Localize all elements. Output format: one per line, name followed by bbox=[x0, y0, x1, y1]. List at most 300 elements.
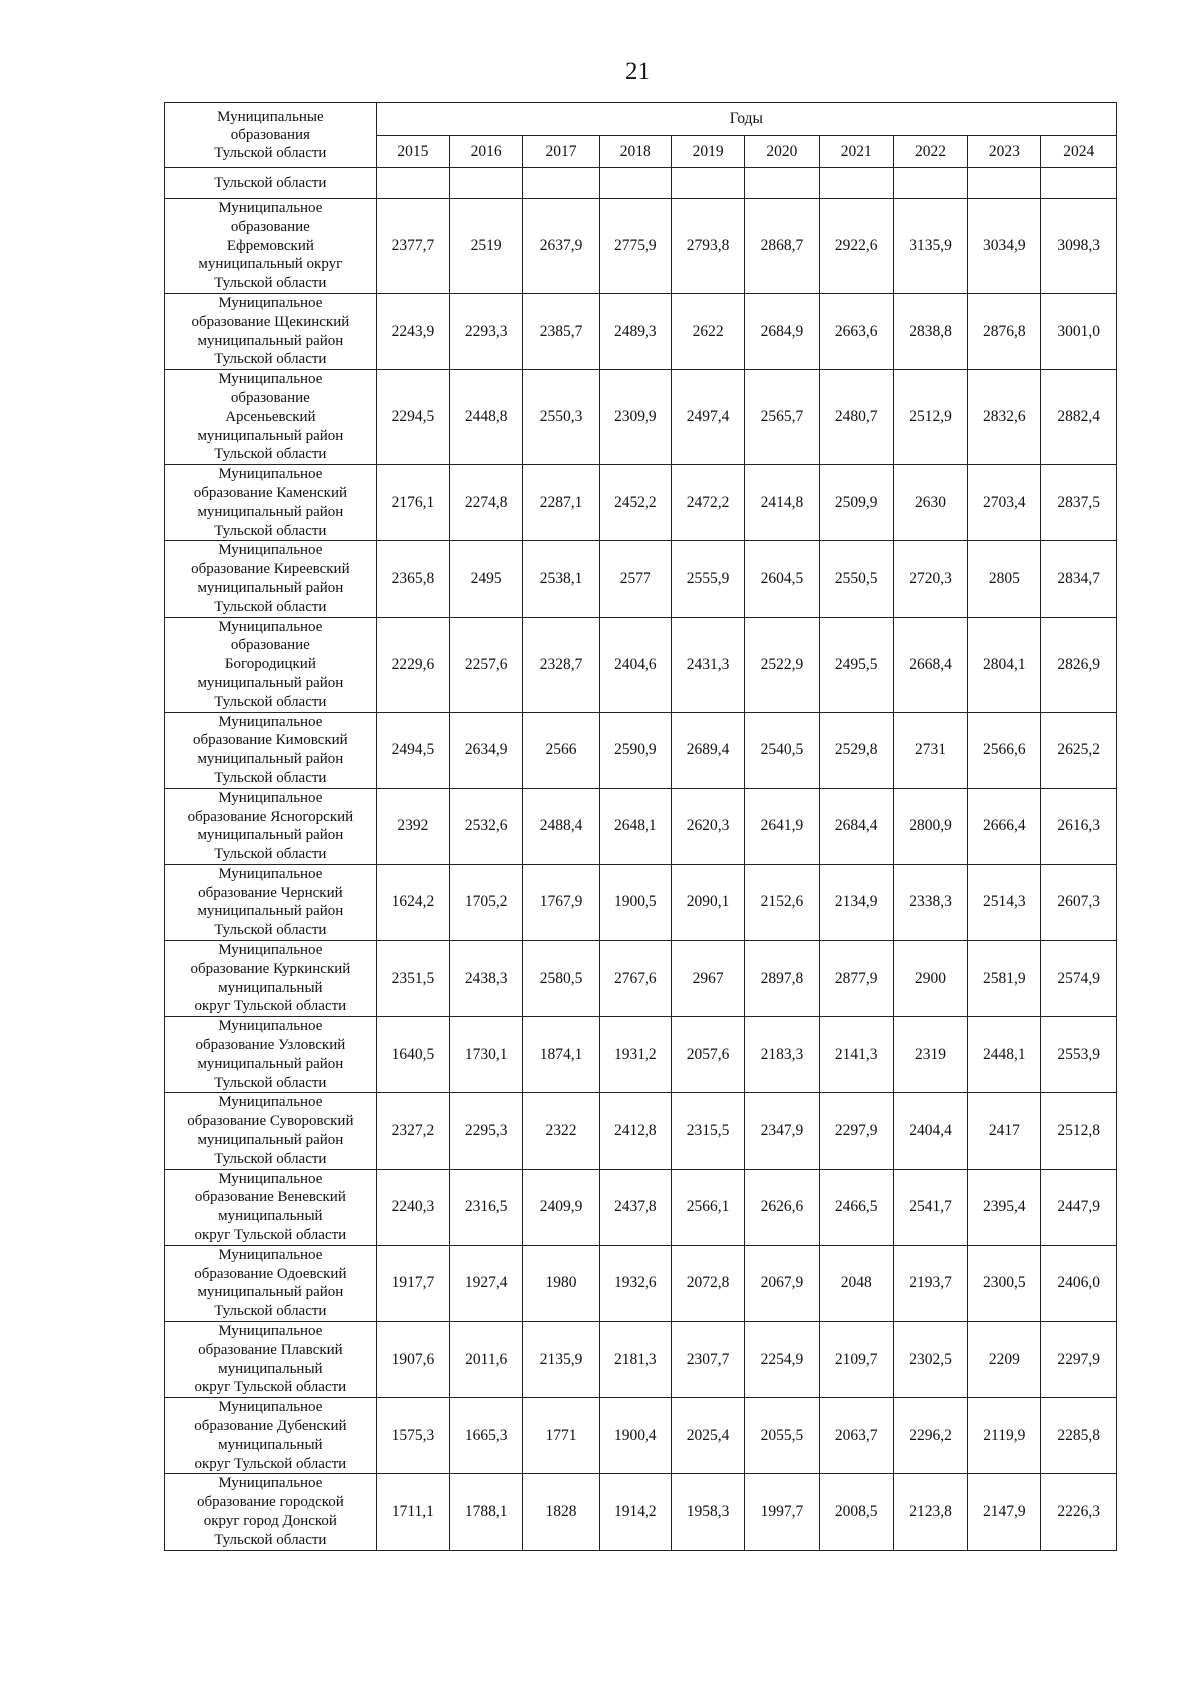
value-cell: 2414,8 bbox=[745, 465, 819, 541]
municipality-name-line: округ Тульской области bbox=[194, 1455, 347, 1472]
value-cell: 2489,3 bbox=[599, 293, 671, 369]
municipality-name-line: Муниципальное bbox=[218, 1170, 323, 1187]
municipality-name-line: Тульской области bbox=[214, 598, 327, 615]
value-cell: 1788,1 bbox=[450, 1474, 523, 1550]
value-cell: 1711,1 bbox=[376, 1474, 449, 1550]
municipality-name bbox=[165, 941, 377, 1017]
municipality-name bbox=[165, 1398, 377, 1474]
municipality-name-line: Муниципальное bbox=[218, 542, 323, 559]
year-header-cell: 2018 bbox=[599, 136, 671, 168]
municipality-name-line: Тульской области bbox=[214, 769, 327, 786]
value-cell: 2590,9 bbox=[599, 712, 671, 788]
table-row bbox=[165, 370, 1117, 465]
value-cell: 2294,5 bbox=[376, 370, 449, 465]
municipality-name-line: Муниципальное bbox=[218, 371, 323, 388]
year-header-cell: 2017 bbox=[523, 136, 599, 168]
municipality-name-line: образование Ясногорский bbox=[187, 808, 354, 825]
value-cell: 2634,9 bbox=[450, 712, 523, 788]
year-header-cell: 2019 bbox=[671, 136, 744, 168]
value-cell: 2565,7 bbox=[745, 370, 819, 465]
value-cell: 2452,2 bbox=[599, 465, 671, 541]
value-cell: 2090,1 bbox=[671, 864, 744, 940]
municipality-name-line: муниципальный bbox=[218, 1360, 323, 1377]
table-row bbox=[165, 1398, 1117, 1474]
value-cell: 2176,1 bbox=[376, 465, 449, 541]
value-cell: 2392 bbox=[376, 788, 449, 864]
data-table bbox=[164, 102, 1117, 1551]
value-cell: 2625,2 bbox=[1041, 712, 1117, 788]
value-cell: 1958,3 bbox=[671, 1474, 744, 1550]
municipality-name bbox=[165, 1169, 377, 1245]
municipality-name-line: Муниципальное bbox=[218, 713, 323, 730]
value-cell: 2495 bbox=[450, 541, 523, 617]
value-cell: 2319 bbox=[893, 1017, 967, 1093]
municipality-name-line: Тульской области bbox=[214, 1150, 327, 1167]
municipality-name-line: муниципальный bbox=[218, 1436, 323, 1453]
value-cell: 2838,8 bbox=[893, 293, 967, 369]
value-cell: 2134,9 bbox=[819, 864, 893, 940]
value-cell: 2243,9 bbox=[376, 293, 449, 369]
table-row bbox=[165, 788, 1117, 864]
value-cell: 2296,2 bbox=[893, 1398, 967, 1474]
value-cell: 1927,4 bbox=[450, 1245, 523, 1321]
municipality-name-line: Тульской области bbox=[214, 846, 327, 863]
value-cell: 2637,9 bbox=[523, 199, 599, 294]
header-line: Муниципальные bbox=[217, 109, 324, 125]
municipality-name-line: муниципальный район bbox=[197, 1284, 344, 1301]
value-cell: 2668,4 bbox=[893, 617, 967, 712]
value-cell: 2550,3 bbox=[523, 370, 599, 465]
value-cell: 2550,5 bbox=[819, 541, 893, 617]
value-cell: 2488,4 bbox=[523, 788, 599, 864]
municipality-name-line: Тульской области bbox=[214, 275, 327, 292]
table-row bbox=[165, 617, 1117, 712]
value-cell: 2377,7 bbox=[376, 199, 449, 294]
municipality-name-line: образование Чернский bbox=[198, 884, 343, 901]
municipality-name-line: Муниципальное bbox=[218, 1246, 323, 1263]
value-cell: 2183,3 bbox=[745, 1017, 819, 1093]
municipality-name-line: Муниципальное bbox=[218, 1094, 323, 1111]
value-cell: 2684,9 bbox=[745, 293, 819, 369]
municipality-name-line: Муниципальное bbox=[218, 942, 323, 959]
municipality-name-line: образование Каменский bbox=[193, 484, 347, 501]
value-cell: 3034,9 bbox=[968, 199, 1041, 294]
value-cell: 2226,3 bbox=[1041, 1474, 1117, 1550]
table-row bbox=[165, 293, 1117, 369]
value-cell: 2532,6 bbox=[450, 788, 523, 864]
value-cell: 2347,9 bbox=[745, 1093, 819, 1169]
value-cell: 2011,6 bbox=[450, 1322, 523, 1398]
value-cell: 2351,5 bbox=[376, 941, 449, 1017]
municipality-name-line: образование Плавский bbox=[198, 1341, 343, 1358]
value-cell: 2529,8 bbox=[819, 712, 893, 788]
value-cell: 1917,7 bbox=[376, 1245, 449, 1321]
value-cell: 2315,5 bbox=[671, 1093, 744, 1169]
municipality-name-line: муниципальный район bbox=[197, 1132, 344, 1149]
value-cell: 1874,1 bbox=[523, 1017, 599, 1093]
value-cell: 2731 bbox=[893, 712, 967, 788]
value-cell: 2555,9 bbox=[671, 541, 744, 617]
value-cell: 2800,9 bbox=[893, 788, 967, 864]
municipality-name-line: муниципальный район bbox=[197, 674, 344, 691]
municipality-name-line: образование Суворовский bbox=[187, 1113, 354, 1130]
municipality-name-line: муниципальный округ bbox=[198, 256, 343, 273]
value-cell: 2897,8 bbox=[745, 941, 819, 1017]
table-row bbox=[165, 1474, 1117, 1550]
municipality-name bbox=[165, 465, 377, 541]
empty-cell bbox=[819, 168, 893, 199]
municipality-name bbox=[165, 370, 377, 465]
municipality-name-line: Муниципальное bbox=[218, 1018, 323, 1035]
table-row bbox=[165, 465, 1117, 541]
value-cell: 2497,4 bbox=[671, 370, 744, 465]
municipality-name bbox=[165, 617, 377, 712]
municipality-name-line: образование Узловский bbox=[195, 1037, 346, 1054]
value-cell: 2302,5 bbox=[893, 1322, 967, 1398]
value-cell: 2293,3 bbox=[450, 293, 523, 369]
value-cell: 2720,3 bbox=[893, 541, 967, 617]
value-cell: 2072,8 bbox=[671, 1245, 744, 1321]
value-cell: 2541,7 bbox=[893, 1169, 967, 1245]
empty-cell bbox=[1041, 168, 1117, 199]
value-cell: 2181,3 bbox=[599, 1322, 671, 1398]
value-cell: 2826,9 bbox=[1041, 617, 1117, 712]
municipality-name-line: Тульской области bbox=[214, 1531, 327, 1548]
value-cell: 2240,3 bbox=[376, 1169, 449, 1245]
value-cell: 2480,7 bbox=[819, 370, 893, 465]
value-cell: 2509,9 bbox=[819, 465, 893, 541]
value-cell: 2519 bbox=[450, 199, 523, 294]
municipality-name-line: Муниципальное bbox=[218, 1399, 323, 1416]
year-header-cell: 2024 bbox=[1041, 136, 1117, 168]
value-cell: 2119,9 bbox=[968, 1398, 1041, 1474]
value-cell: 2404,6 bbox=[599, 617, 671, 712]
value-cell: 2538,1 bbox=[523, 541, 599, 617]
municipality-name bbox=[165, 541, 377, 617]
value-cell: 2447,9 bbox=[1041, 1169, 1117, 1245]
value-cell: 2703,4 bbox=[968, 465, 1041, 541]
first-column-header bbox=[165, 103, 377, 168]
empty-cell bbox=[376, 168, 449, 199]
value-cell: 2620,3 bbox=[671, 788, 744, 864]
empty-cell bbox=[893, 168, 967, 199]
table-row bbox=[165, 941, 1117, 1017]
value-cell: 2327,2 bbox=[376, 1093, 449, 1169]
value-cell: 1640,5 bbox=[376, 1017, 449, 1093]
value-cell: 3001,0 bbox=[1041, 293, 1117, 369]
value-cell: 2877,9 bbox=[819, 941, 893, 1017]
municipality-name-line: Муниципальное bbox=[218, 865, 323, 882]
municipality-name-line: Тульской области bbox=[214, 522, 327, 539]
value-cell: 2431,3 bbox=[671, 617, 744, 712]
value-cell: 2689,4 bbox=[671, 712, 744, 788]
municipality-name-line: образование bbox=[230, 218, 310, 235]
municipality-name-line: Муниципальное bbox=[218, 294, 323, 311]
value-cell: 2109,7 bbox=[819, 1322, 893, 1398]
value-cell: 2522,9 bbox=[745, 617, 819, 712]
value-cell: 2832,6 bbox=[968, 370, 1041, 465]
municipality-name-line: округ Тульской области bbox=[194, 998, 347, 1015]
municipality-name-line: Ефремовский bbox=[226, 237, 314, 254]
municipality-name-line: муниципальный район bbox=[197, 827, 344, 844]
value-cell: 1931,2 bbox=[599, 1017, 671, 1093]
value-cell: 2063,7 bbox=[819, 1398, 893, 1474]
table-row bbox=[165, 541, 1117, 617]
value-cell: 2837,5 bbox=[1041, 465, 1117, 541]
value-cell: 3135,9 bbox=[893, 199, 967, 294]
value-cell: 2868,7 bbox=[745, 199, 819, 294]
municipality-name-line: образование Кимовский bbox=[193, 732, 348, 749]
value-cell: 1900,5 bbox=[599, 864, 671, 940]
municipality-name-line: муниципальный bbox=[218, 979, 323, 996]
value-cell: 2514,3 bbox=[968, 864, 1041, 940]
value-cell: 2540,5 bbox=[745, 712, 819, 788]
municipality-name-line: округ город Донской bbox=[203, 1512, 337, 1529]
value-cell: 2297,9 bbox=[819, 1093, 893, 1169]
municipality-name-line: Муниципальное bbox=[218, 466, 323, 483]
year-header-cell: 2016 bbox=[450, 136, 523, 168]
municipality-name-line: образование Дубенский bbox=[194, 1418, 347, 1434]
empty-cell bbox=[523, 168, 599, 199]
year-header-cell: 2023 bbox=[968, 136, 1041, 168]
municipality-name-line: Тульской области bbox=[214, 351, 327, 368]
years-header: Годы bbox=[376, 103, 1116, 136]
value-cell: 2804,1 bbox=[968, 617, 1041, 712]
year-header-cell: 2020 bbox=[745, 136, 819, 168]
value-cell: 2412,8 bbox=[599, 1093, 671, 1169]
header-line: образования bbox=[230, 127, 310, 143]
municipality-name-line: муниципальный bbox=[218, 1208, 323, 1225]
municipality-name-line: округ Тульской области bbox=[194, 1227, 347, 1244]
value-cell: 2437,8 bbox=[599, 1169, 671, 1245]
value-cell: 2409,9 bbox=[523, 1169, 599, 1245]
value-cell: 1665,3 bbox=[450, 1398, 523, 1474]
value-cell: 2365,8 bbox=[376, 541, 449, 617]
value-cell: 2666,4 bbox=[968, 788, 1041, 864]
value-cell: 2322 bbox=[523, 1093, 599, 1169]
value-cell: 2512,8 bbox=[1041, 1093, 1117, 1169]
table-row bbox=[165, 199, 1117, 294]
municipality-name bbox=[165, 1093, 377, 1169]
value-cell: 2553,9 bbox=[1041, 1017, 1117, 1093]
municipality-name bbox=[165, 293, 377, 369]
empty-cell bbox=[968, 168, 1041, 199]
empty-cell bbox=[599, 168, 671, 199]
value-cell: 2512,9 bbox=[893, 370, 967, 465]
municipality-name-line: Муниципальное bbox=[218, 618, 323, 635]
table-row bbox=[165, 864, 1117, 940]
value-cell: 2406,0 bbox=[1041, 1245, 1117, 1321]
value-cell: 2152,6 bbox=[745, 864, 819, 940]
value-cell: 2793,8 bbox=[671, 199, 744, 294]
value-cell: 2448,1 bbox=[968, 1017, 1041, 1093]
value-cell: 2141,3 bbox=[819, 1017, 893, 1093]
value-cell: 2626,6 bbox=[745, 1169, 819, 1245]
value-cell: 2055,5 bbox=[745, 1398, 819, 1474]
value-cell: 2385,7 bbox=[523, 293, 599, 369]
value-cell: 1575,3 bbox=[376, 1398, 449, 1474]
value-cell: 3098,3 bbox=[1041, 199, 1117, 294]
value-cell: 1914,2 bbox=[599, 1474, 671, 1550]
value-cell: 1932,6 bbox=[599, 1245, 671, 1321]
value-cell: 2057,6 bbox=[671, 1017, 744, 1093]
value-cell: 2566,6 bbox=[968, 712, 1041, 788]
value-cell: 2008,5 bbox=[819, 1474, 893, 1550]
value-cell: 2566 bbox=[523, 712, 599, 788]
municipality-name-line: Тульской области bbox=[214, 446, 327, 463]
municipality-name bbox=[165, 199, 377, 294]
table-row bbox=[165, 1245, 1117, 1321]
year-header-cell: 2021 bbox=[819, 136, 893, 168]
municipality-name bbox=[165, 1322, 377, 1398]
municipality-name bbox=[165, 1017, 377, 1093]
municipality-name-line: образование bbox=[230, 389, 310, 406]
value-cell: 2767,6 bbox=[599, 941, 671, 1017]
page-number: 21 bbox=[625, 58, 650, 85]
value-cell: 2775,9 bbox=[599, 199, 671, 294]
value-cell: 2135,9 bbox=[523, 1322, 599, 1398]
value-cell: 2209 bbox=[968, 1322, 1041, 1398]
table-row bbox=[165, 712, 1117, 788]
value-cell: 2395,4 bbox=[968, 1169, 1041, 1245]
empty-cell bbox=[450, 168, 523, 199]
municipality-name-line: образование Куркинский bbox=[190, 960, 351, 977]
value-cell: 2307,7 bbox=[671, 1322, 744, 1398]
value-cell: 2328,7 bbox=[523, 617, 599, 712]
value-cell: 2287,1 bbox=[523, 465, 599, 541]
value-cell: 2229,6 bbox=[376, 617, 449, 712]
municipality-name-line: Тульской области bbox=[214, 922, 327, 939]
value-cell: 2438,3 bbox=[450, 941, 523, 1017]
municipality-name-line: Тульской области bbox=[214, 1074, 327, 1091]
value-cell: 2193,7 bbox=[893, 1245, 967, 1321]
value-cell: 1900,4 bbox=[599, 1398, 671, 1474]
value-cell: 2648,1 bbox=[599, 788, 671, 864]
table-row bbox=[165, 1017, 1117, 1093]
value-cell: 1980 bbox=[523, 1245, 599, 1321]
value-cell: 2338,3 bbox=[893, 864, 967, 940]
municipality-name bbox=[165, 1474, 377, 1550]
value-cell: 2254,9 bbox=[745, 1322, 819, 1398]
value-cell: 2566,1 bbox=[671, 1169, 744, 1245]
municipality-name-line: образование Щекинский bbox=[191, 313, 350, 330]
value-cell: 2295,3 bbox=[450, 1093, 523, 1169]
empty-cell bbox=[671, 168, 744, 199]
value-cell: 2967 bbox=[671, 941, 744, 1017]
value-cell: 2604,5 bbox=[745, 541, 819, 617]
value-cell: 2316,5 bbox=[450, 1169, 523, 1245]
municipality-name-line: муниципальный район bbox=[197, 503, 344, 520]
value-cell: 1705,2 bbox=[450, 864, 523, 940]
value-cell: 2067,9 bbox=[745, 1245, 819, 1321]
municipality-name-line: Арсеньевский bbox=[225, 408, 316, 425]
value-cell: 2922,6 bbox=[819, 199, 893, 294]
value-cell: 2123,8 bbox=[893, 1474, 967, 1550]
municipality-name-line: муниципальный район bbox=[197, 427, 344, 444]
value-cell: 2900 bbox=[893, 941, 967, 1017]
value-cell: 1997,7 bbox=[745, 1474, 819, 1550]
municipality-name bbox=[165, 712, 377, 788]
value-cell: 2404,4 bbox=[893, 1093, 967, 1169]
value-cell: 1730,1 bbox=[450, 1017, 523, 1093]
municipality-name-line: Муниципальное bbox=[218, 1323, 323, 1340]
value-cell: 2448,8 bbox=[450, 370, 523, 465]
value-cell: 2297,9 bbox=[1041, 1322, 1117, 1398]
table-row bbox=[165, 1322, 1117, 1398]
value-cell: 2300,5 bbox=[968, 1245, 1041, 1321]
value-cell: 2876,8 bbox=[968, 293, 1041, 369]
value-cell: 2663,6 bbox=[819, 293, 893, 369]
municipality-name-line: Муниципальное bbox=[218, 200, 323, 216]
value-cell: 1771 bbox=[523, 1398, 599, 1474]
value-cell: 2622 bbox=[671, 293, 744, 369]
municipality-name-line: образование Веневский bbox=[194, 1189, 346, 1206]
value-cell: 2882,4 bbox=[1041, 370, 1117, 465]
value-cell: 2684,4 bbox=[819, 788, 893, 864]
value-cell: 2257,6 bbox=[450, 617, 523, 712]
value-cell: 2048 bbox=[819, 1245, 893, 1321]
value-cell: 2630 bbox=[893, 465, 967, 541]
value-cell: 2581,9 bbox=[968, 941, 1041, 1017]
value-cell: 1907,6 bbox=[376, 1322, 449, 1398]
municipality-name-line: Муниципальное bbox=[218, 789, 323, 806]
municipality-name-line: муниципальный район bbox=[197, 579, 344, 596]
municipality-name-line: образование Одоевский bbox=[194, 1265, 347, 1282]
year-header-cell: 2022 bbox=[893, 136, 967, 168]
empty-cell bbox=[745, 168, 819, 199]
value-cell: 2466,5 bbox=[819, 1169, 893, 1245]
municipality-name-line: образование bbox=[230, 637, 310, 654]
municipality-name-line: Муниципальное bbox=[218, 1475, 323, 1492]
value-cell: 2805 bbox=[968, 541, 1041, 617]
value-cell: 2309,9 bbox=[599, 370, 671, 465]
value-cell: 2285,8 bbox=[1041, 1398, 1117, 1474]
value-cell: 2417 bbox=[968, 1093, 1041, 1169]
continuation-label: Тульской области bbox=[165, 168, 377, 199]
municipality-name-line: муниципальный район bbox=[197, 332, 344, 349]
value-cell: 2574,9 bbox=[1041, 941, 1117, 1017]
value-cell: 1624,2 bbox=[376, 864, 449, 940]
municipality-name bbox=[165, 788, 377, 864]
value-cell: 1828 bbox=[523, 1474, 599, 1550]
table-row bbox=[165, 1169, 1117, 1245]
municipality-name-line: муниципальный район bbox=[197, 1055, 344, 1072]
value-cell: 2472,2 bbox=[671, 465, 744, 541]
table-row bbox=[165, 1093, 1117, 1169]
municipality-name-line: муниципальный район bbox=[197, 903, 344, 920]
municipality-name-line: округ Тульской области bbox=[194, 1379, 347, 1396]
municipality-name-line: Тульской области bbox=[214, 1303, 327, 1320]
value-cell: 2025,4 bbox=[671, 1398, 744, 1474]
value-cell: 1767,9 bbox=[523, 864, 599, 940]
value-cell: 2494,5 bbox=[376, 712, 449, 788]
value-cell: 2580,5 bbox=[523, 941, 599, 1017]
value-cell: 2834,7 bbox=[1041, 541, 1117, 617]
value-cell: 2607,3 bbox=[1041, 864, 1117, 940]
value-cell: 2274,8 bbox=[450, 465, 523, 541]
municipality-name-line: Тульской области bbox=[214, 693, 327, 710]
header-line: Тульской области bbox=[214, 145, 327, 161]
municipality-name-line: образование городской bbox=[196, 1494, 344, 1511]
municipality-name bbox=[165, 864, 377, 940]
municipality-name-line: Богородицкий bbox=[224, 656, 316, 673]
year-header-cell: 2015 bbox=[376, 136, 449, 168]
value-cell: 2495,5 bbox=[819, 617, 893, 712]
municipality-name bbox=[165, 1245, 377, 1321]
municipality-name-line: муниципальный район bbox=[197, 751, 344, 768]
municipality-name-line: образование Киреевский bbox=[191, 561, 350, 578]
value-cell: 2641,9 bbox=[745, 788, 819, 864]
